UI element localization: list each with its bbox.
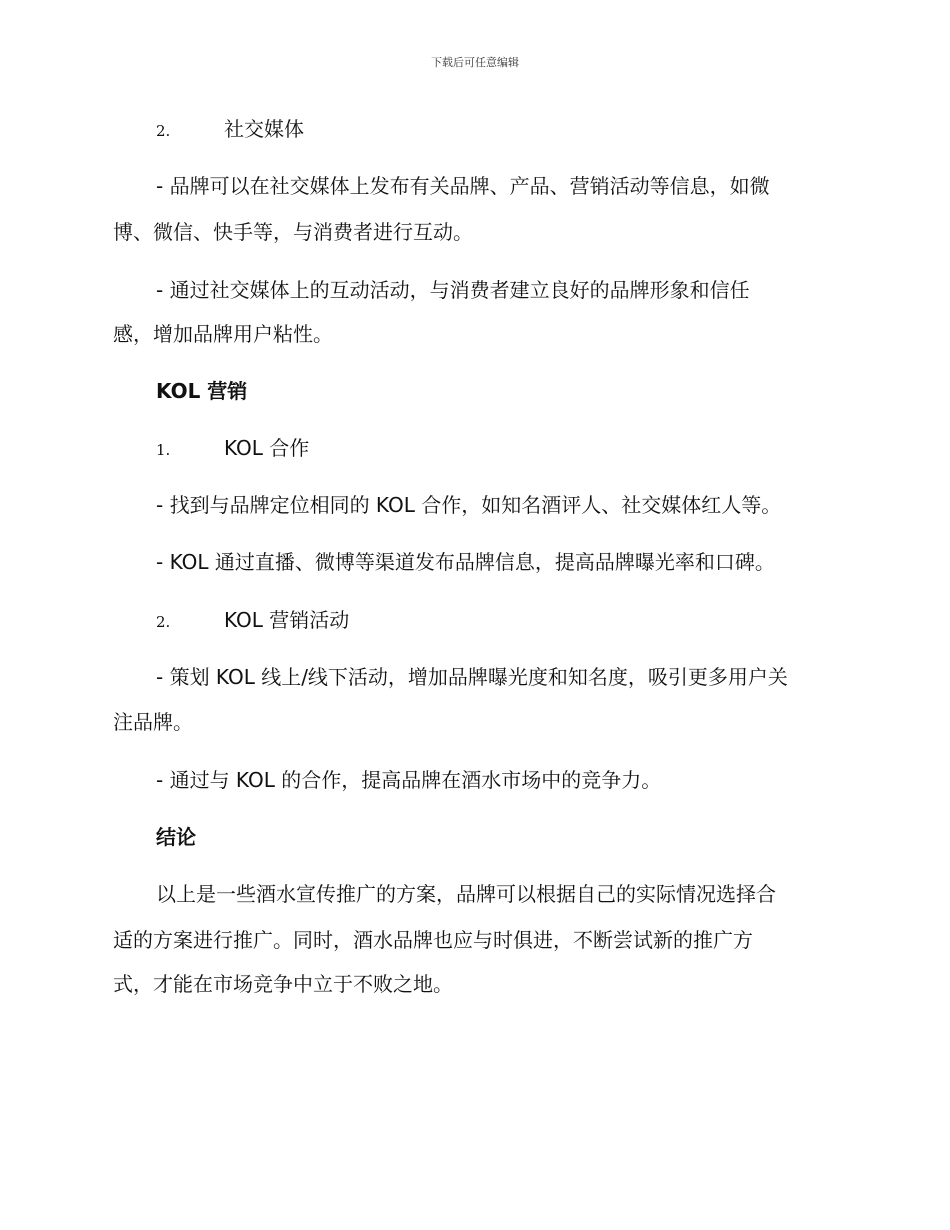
paragraph-line: - 品牌可以在社交媒体上发布有关品牌、产品、营销活动等信息，如微 [156,174,770,198]
list-number: 2. [156,613,171,631]
paragraph-line: - KOL 通过直播、微博等渠道发布品牌信息，提高品牌曝光率和口碑。 [156,550,775,574]
paragraph-line: 感，增加品牌用户粘性。 [113,322,333,346]
header-note: 下载后可任意编辑 [431,56,519,69]
list-number: 1. [156,441,171,459]
paragraph-line: 适的方案进行推广。同时，酒水品牌也应与时俱进，不断尝试新的推广方 [113,928,753,952]
paragraph-line: - 通过社交媒体上的互动活动，与消费者建立良好的品牌形象和信任 [156,278,750,302]
list-item-kol-activities [156,606,886,636]
list-item-title: KOL 合作 [224,436,310,460]
list-item-title: KOL 营销活动 [224,608,350,632]
paragraph-line: - 找到与品牌定位相同的 KOL 合作，如知名酒评人、社交媒体红人等。 [156,493,782,517]
paragraph-line: - 通过与 KOL 的合作，提高品牌在酒水市场中的竞争力。 [156,768,662,792]
section-heading-conclusion: 结论 [156,825,196,849]
section-heading-kol: KOL 营销 [156,379,248,403]
list-item-social-media [156,115,886,145]
list-number: 2. [156,122,171,140]
list-item-kol-cooperation [156,434,886,464]
paragraph-line: 以上是一些酒水宣传推广的方案，品牌可以根据自己的实际情况选择合 [156,882,776,906]
paragraph-line: 注品牌。 [113,710,193,734]
paragraph-line: 博、微信、快手等，与消费者进行互动。 [113,220,473,244]
list-item-title: 社交媒体 [224,117,304,141]
paragraph-line: 式，才能在市场竞争中立于不败之地。 [113,972,453,996]
paragraph-line: - 策划 KOL 线上/线下活动，增加品牌曝光度和知名度，吸引更多用户关 [156,665,788,689]
